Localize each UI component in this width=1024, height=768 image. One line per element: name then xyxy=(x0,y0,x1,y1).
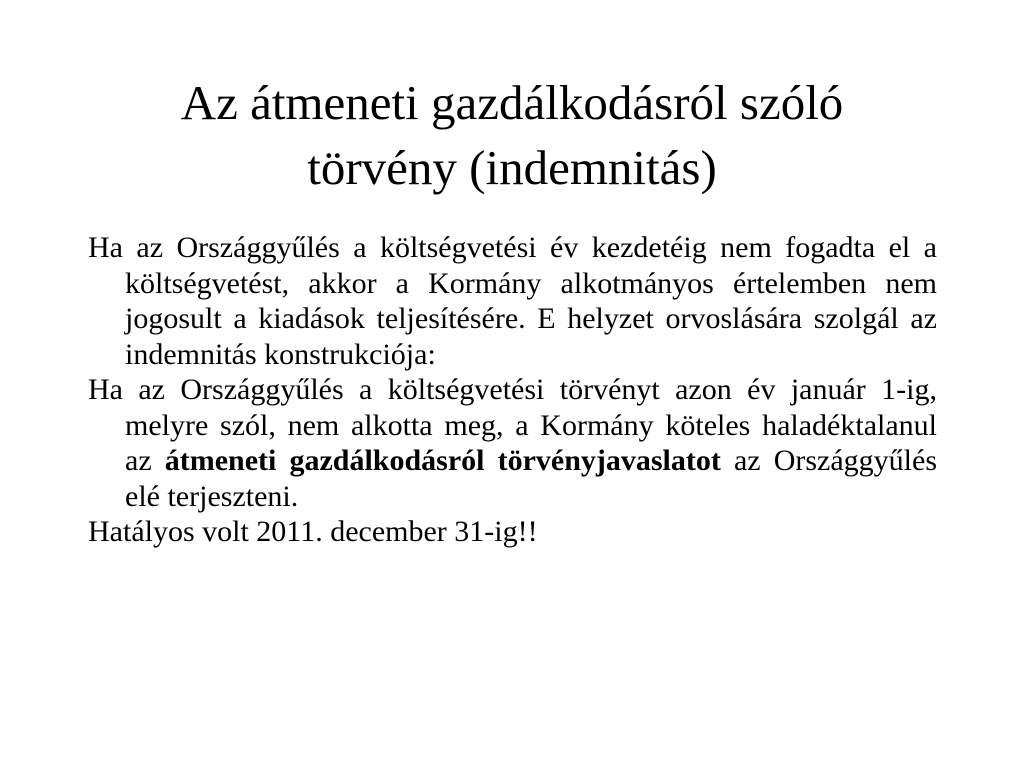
slide-title-line-1: Az átmeneti gazdálkodásról szóló xyxy=(180,75,844,130)
paragraph-text-after: az Országgyűlés elé terjeszteni. xyxy=(125,444,937,513)
slide-body xyxy=(88,230,937,550)
paragraph-government-obligation xyxy=(88,372,937,514)
bold-term-bill: átmeneti gazdálkodásról törvényjavaslatot xyxy=(164,444,721,477)
paragraph-validity: Hatályos volt 2011. december 31-ig!! xyxy=(88,515,538,548)
slide-title-line-2: törvény (indemnitás) xyxy=(307,140,717,195)
slide-title xyxy=(60,70,964,200)
paragraph-text-before: Ha az Országgyűlés a költségvetési törvényt azon év január 1-ig, melyre szól, nem alkotta meg, a Kormány köteles haladéktalanul az xyxy=(88,373,937,477)
paragraph-budget-not-adopted: Ha az Országgyűlés a költségvetési év kezdetéig nem fogadta el a költségvetést, akkor a Kormány alkotmányos értelemben nem jogosult a kiadások teljesítésére. E helyzet orvoslására szolgál az indemnitás konstrukciója: xyxy=(88,231,937,371)
